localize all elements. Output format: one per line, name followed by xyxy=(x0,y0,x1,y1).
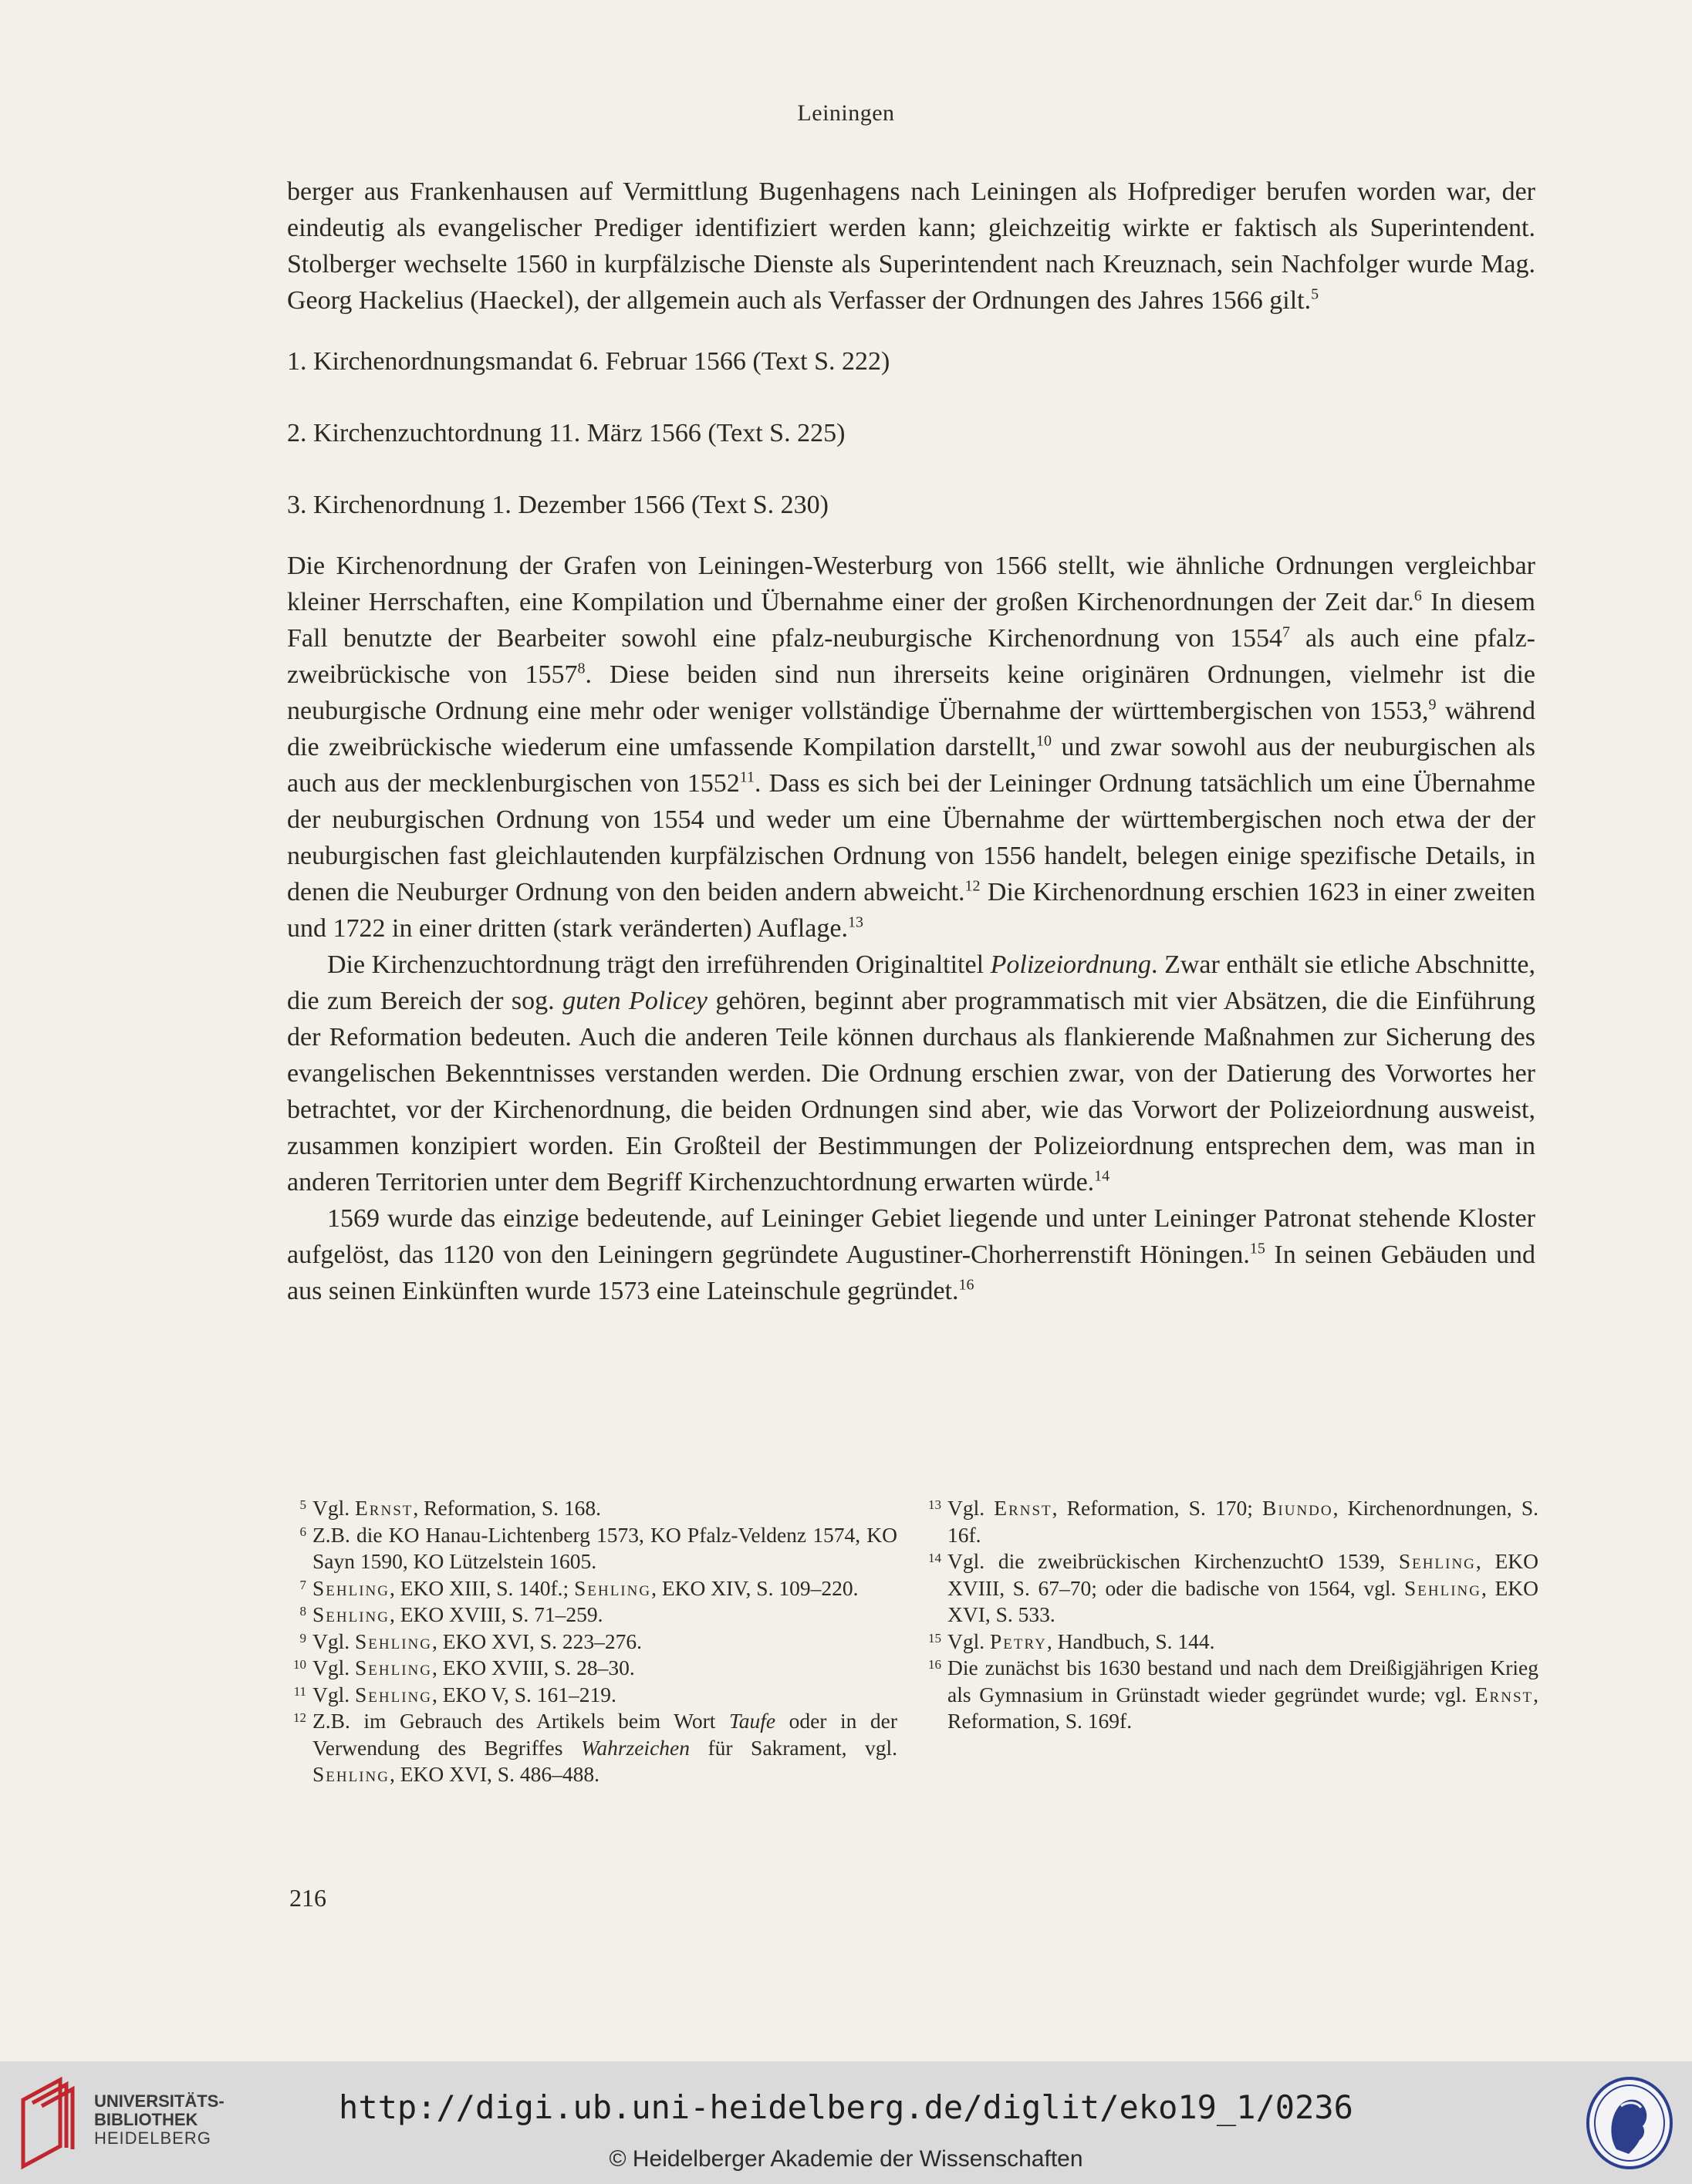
footnote-10: 10 Vgl. Sehling, EKO XVIII, S. 28–30. xyxy=(293,1656,635,1679)
academy-seal-icon[interactable] xyxy=(1586,2075,1673,2171)
footnote-ref[interactable]: 14 xyxy=(1094,1167,1110,1185)
footnote-ref[interactable]: 16 xyxy=(958,1276,974,1294)
list-item-2: 2. Kirchenzuchtordnung 11. März 1566 (Text S. 225) xyxy=(287,419,846,447)
footnote-11: 11 Vgl. Sehling, EKO V, S. 161–219. xyxy=(293,1682,616,1706)
footnotes-left-column xyxy=(293,1495,897,1788)
footnote-12: 12 Z.B. im Gebrauch des Artikels beim Wort Taufe oder in der Verwendung des Begriffes Wahrzeichen für Sakrament, vgl. Sehling, EKO XVI, S. 486–488. xyxy=(293,1709,897,1786)
paragraph-2: Die Kirchenordnung der Grafen von Leiningen-Westerburg von 1566 stellt, wie ähnliche Ordnungen vergleichbar kleiner Herrschaften, eine Kompilation und Übernahme einer der großen Kirchenordnungen der Zeit dar.$^6$ In diesem Fall benutzte der Bearbeiter sowohl eine pfalz-neuburgische Kirchenordnung von 1554$^7$ als auch eine pfalz-zweibrückische von 1557$^8$. Diese beiden sind nun ihrerseits keine originären Ordnungen, vielmehr ist die neuburgische Ordnung eine mehr oder weniger vollständige Übernahme der württembergischen von 1553,$^9$ während die zweibrückische wiederum eine umfassende Kompilation darstellt,$^{10}$ und zwar sowohl aus der neuburgischen als auch aus der mecklenburgischen von 1552$^{11}$. Dass es sich bei der Leininger Ordnung tatsächlich um eine Übernahme der neuburgischen Ordnung von 1554 und weder um eine Übernahme der württembergischen noch etwa der der neuburgischen fast gleichlautenden kurpfälzischen Ordnung von 1556 handelt, belegen einige spezifische Details, in denen die Neuburger Ordnung von den beiden andern abweicht.$^{12}$ Die Kirchenordnung erschien 1623 in einer zweiten und 1722 in einer dritten (stark veränderten) Auflage.$^{13}$ xyxy=(287,552,1536,943)
footnote-16: 16 Die zunächst bis 1630 bestand und nach dem Dreißigjährigen Krieg als Gymnasium in Grünstadt wieder gegründet wurde; vgl. Ernst, Reformation, S. 169f. xyxy=(928,1656,1538,1733)
footnote-15: 15 Vgl. Petry, Handbuch, S. 144. xyxy=(928,1629,1215,1653)
footnote-8: 8 Sehling, EKO XVIII, S. 71–259. xyxy=(299,1602,603,1626)
footnotes-right-column xyxy=(928,1495,1539,1735)
list-item-3: 3. Kirchenordnung 1. Dezember 1566 (Text S. 230) xyxy=(287,491,829,519)
footnote-9: 9 Vgl. Sehling, EKO XVI, S. 223–276. xyxy=(299,1629,642,1653)
copyright-notice: © Heidelberger Akademie der Wissenschaften xyxy=(609,2146,1083,2172)
paragraph-3: Die Kirchenzuchtordnung trägt den irreführenden Originaltitel Polizeiordnung. Zwar enthält sie etliche Abschnitte, die zum Bereich der sog. guten Policey gehören, beginnt aber programmatisch mit vier Absätzen, die die Einführung der Reformation bedeuten. Auch die anderen Teile können durchaus als flankierende Maßnahmen zur Sicherung des evangelischen Bekenntnisses verstanden werden. Die Ordnung erschien zwar, von der Datierung des Vorwortes her betrachtet, vor der Kirchenordnung, die beiden Ordnungen sind aber, wie das Vorwort der Polizeiordnung ausweist, zusammen konzipiert worden. Ein Großteil der Bestimmungen der Polizeiordnung entsprechen dem, was man in anderen Territorien unter dem Begriff Kirchenzuchtordnung erwarten würde.$^{14}$ xyxy=(287,950,1535,1197)
footnote-14: 14 Vgl. die zweibrückischen KirchenzuchtO 1539, Sehling, EKO XVIII, S. 67–70; oder die badische von 1564, vgl. Sehling, EKO XVI, S. 533. xyxy=(928,1549,1538,1626)
footnote-ref[interactable]: 6 xyxy=(1413,587,1422,605)
footnote-13: 13 Vgl. Ernst, Reformation, S. 170; Biundo, Kirchenordnungen, S. 16f. xyxy=(928,1496,1539,1547)
list-item-1: 1. Kirchenordnungsmandat 6. Februar 1566 (Text S. 222) xyxy=(287,347,890,376)
footnote-ref[interactable]: 13 xyxy=(847,913,863,931)
permalink-url[interactable]: http://digi.ub.uni-heidelberg.de/diglit/eko19_1/0236 xyxy=(339,2088,1353,2126)
paragraph-4: 1569 wurde das einzige bedeutende, auf Leininger Gebiet liegende und unter Leininger Patronat stehende Kloster aufgelöst, das 1120 von den Leiningern gegründete Augustiner-Chorherrenstift Höningen.$^{15}$ In seinen Gebäuden und aus seinen Einkünften wurde 1573 eine Lateinschule gegründet.$^{16}$ xyxy=(287,1204,1535,1305)
running-head: Leiningen xyxy=(797,100,895,126)
footnote-ref[interactable]: 5 xyxy=(1311,285,1319,303)
library-logo-text[interactable]: UNIVERSITÄTS- BIBLIOTHEK HEIDELBERG xyxy=(94,2091,225,2148)
footnote-ref[interactable]: 9 xyxy=(1428,696,1437,714)
footnote-ref[interactable]: 8 xyxy=(577,660,586,677)
footnote-7: 7 Sehling, EKO XIII, S. 140f.; Sehling, EKO XIV, S. 109–220. xyxy=(299,1575,859,1600)
paragraph-1: berger aus Frankenhausen auf Vermittlung Bugenhagens nach Leiningen als Hofprediger berufen worden war, der eindeutig als evangelischer Prediger identifiziert werden kann; gleichzeitig wirkte er faktisch als Superintendent. Stolberger wechselte 1560 in kurpfälzische Dienste als Superintendent nach Kreuznach, sein Nachfolger wurde Mag. Georg Hackelius (Haeckel), der allgemein auch als Verfasser der Ordnungen des Jahres 1566 gilt.$^5$ xyxy=(287,177,1535,315)
viewer-footer xyxy=(0,2061,1692,2184)
footnote-ref[interactable]: 12 xyxy=(964,877,981,895)
page-number: 216 xyxy=(289,1884,326,1912)
footnote-ref[interactable]: 10 xyxy=(1036,732,1052,750)
main-text xyxy=(287,174,1535,1309)
footnote-ref[interactable]: 15 xyxy=(1249,1240,1265,1257)
footnote-5: 5 Vgl. Ernst, Reformation, S. 168. xyxy=(299,1496,602,1520)
footnote-ref[interactable]: 11 xyxy=(739,768,755,786)
footnote-ref[interactable]: 7 xyxy=(1282,623,1290,641)
footnote-6: 6 Z.B. die KO Hanau-Lichtenberg 1573, KO Pfalz-Veldenz 1574, KO Sayn 1590, KO Lützelstein 1605. xyxy=(299,1522,897,1573)
